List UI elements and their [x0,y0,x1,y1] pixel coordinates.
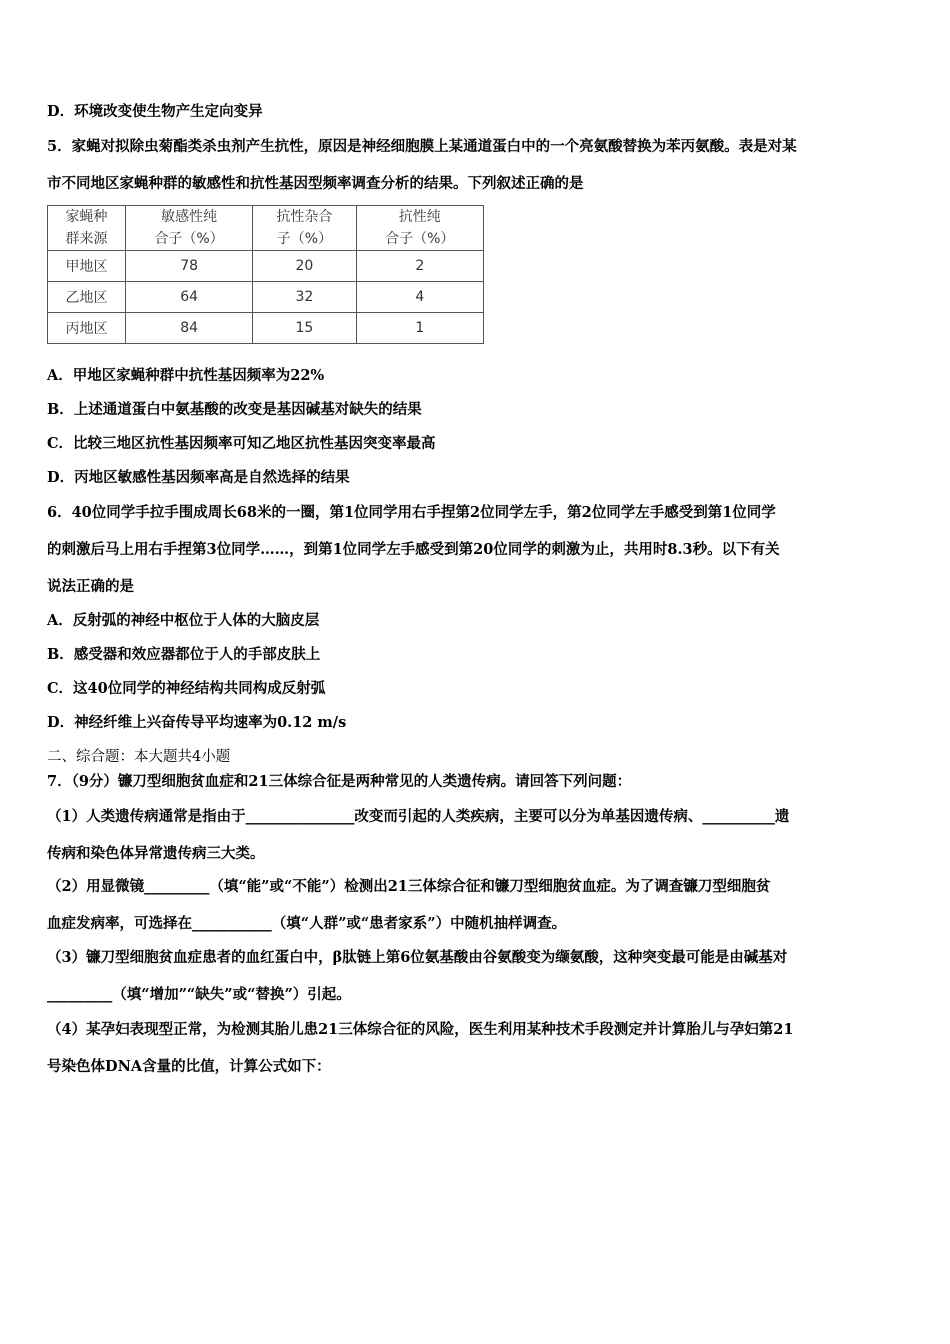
q7-part2-line1: （2）用显微镜_________（填“能”或“不能”）检测出21三体综合征和镰刀型细胞贫血症。为了调查镰刀型细胞贫 [47,878,771,895]
q7-part4-line1: （4）某孕妇表现型正常，为检测其胎儿患21三体综合征的风险，医生利用某种技术手段测定并计算胎儿与孕妇第21 [47,1021,794,1038]
genotype-frequency-table [47,205,484,344]
table-cell: 甲地区 [48,251,126,282]
q5-stem-line2: 市不同地区家蝇种群的敏感性和抗性基因型频率调查分析的结果。下列叙述正确的是 [47,175,584,192]
table-cell: 20 [253,251,356,282]
q6-option-b: B．感受器和效应器都位于人的手部皮肤上 [47,646,321,663]
table-header-cell: 抗性杂合 子（%） [253,206,356,251]
table-cell: 2 [356,251,483,282]
q6-stem-line3: 说法正确的是 [47,578,134,595]
q6-option-c: C．这40位同学的神经结构共同构成反射弧 [47,680,326,697]
q6-option-d: D．神经纤维上兴奋传导平均速率为0.12 m/s [47,714,347,731]
q5-option-b: B．上述通道蛋白中氨基酸的改变是基因碱基对缺失的结果 [47,401,422,418]
table-cell: 丙地区 [48,313,126,344]
table-cell: 84 [125,313,252,344]
table-header-cell: 家蝇种 群来源 [48,206,126,251]
q5-option-c: C．比较三地区抗性基因频率可知乙地区抗性基因突变率最高 [47,435,436,452]
table-cell: 乙地区 [48,282,126,313]
q7-part3-line2: _________（填“增加”“缺失”或“替换”）引起。 [47,986,351,1003]
q7-part1-line2: 传病和染色体异常遗传病三大类。 [47,845,265,862]
q5-stem-line1: 5．家蝇对拟除虫菊酯类杀虫剂产生抗性，原因是神经细胞膜上某通道蛋白中的一个亮氨酸替换为苯丙氨酸。表是对某 [47,138,797,155]
q6-stem-line2: 的刺激后马上用右手捏第3位同学……，到第1位同学左手感受到第20位同学的刺激为止，共用时8.3秒。以下有关 [47,541,780,558]
q5-option-a: A．甲地区家蝇种群中抗性基因频率为22% [47,367,325,384]
table-row [48,251,484,282]
table-cell: 78 [125,251,252,282]
table-cell: 32 [253,282,356,313]
table-header-row [48,206,484,251]
section-heading: 二、综合题：本大题共4小题 [47,749,231,765]
q7-part3-line1: （3）镰刀型细胞贫血症患者的血红蛋白中，β肽链上第6位氨基酸由谷氨酸变为缬氨酸，这种突变最可能是由碱基对 [47,949,788,966]
table-row [48,313,484,344]
q5-option-d: D．丙地区敏感性基因频率高是自然选择的结果 [47,469,350,486]
q7-part4-line2: 号染色体DNA含量的比值，计算公式如下： [47,1058,331,1075]
q4-option-d: D．环境改变使生物产生定向变异 [47,103,263,120]
table-cell: 1 [356,313,483,344]
table-cell: 4 [356,282,483,313]
table-header-cell: 敏感性纯 合子（%） [125,206,252,251]
table-header-cell: 抗性纯 合子（%） [356,206,483,251]
q6-stem-line1: 6．40位同学手拉手围成周长68米的一圈，第1位同学用右手捏第2位同学左手，第2位同学左手感受到第1位同学 [47,504,776,521]
table-cell: 15 [253,313,356,344]
table-row [48,282,484,313]
table-cell: 64 [125,282,252,313]
q7-part2-line2: 血症发病率，可选择在___________（填“人群”或“患者家系”）中随机抽样调查。 [47,915,567,932]
q7-stem: 7．（9分）镰刀型细胞贫血症和21三体综合征是两种常见的人类遗传病。请回答下列问题： [47,773,632,790]
q7-part1-line1: （1）人类遗传病通常是指由于_______________改变而引起的人类疾病，主要可以分为单基因遗传病、__________遗 [47,808,790,825]
q6-option-a: A．反射弧的神经中枢位于人体的大脑皮层 [47,612,320,629]
